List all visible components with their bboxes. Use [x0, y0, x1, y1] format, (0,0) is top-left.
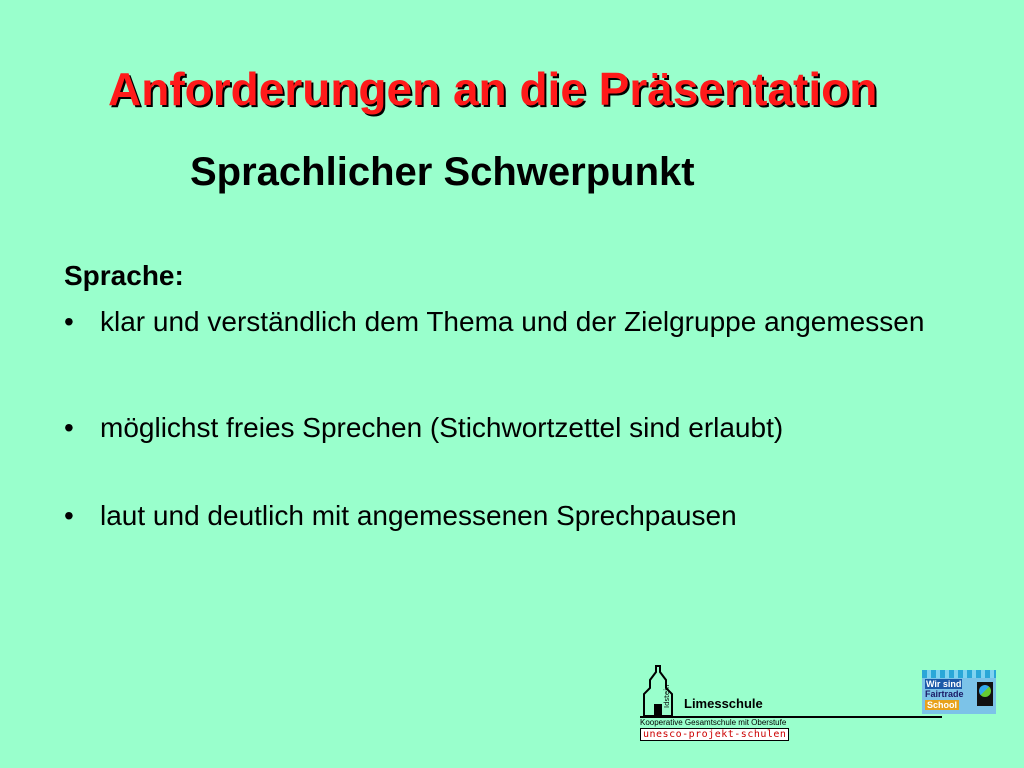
section-heading: Sprache:: [64, 260, 184, 291]
school-name: Limesschule: [684, 696, 763, 711]
bullet-dot-icon: •: [64, 412, 74, 443]
bullet-item: [64, 498, 964, 534]
unesco-label: unesco-projekt-schulen: [640, 728, 789, 741]
bullet-text: möglichst freies Sprechen (Stichwortzettel sind erlaubt): [100, 412, 784, 443]
school-subtitle: Kooperative Gesamtschule mit Oberstufe: [640, 718, 787, 727]
fairtrade-circle-icon: [979, 685, 991, 697]
slide-title: Anforderungen an die Präsentation: [108, 63, 878, 115]
slide-body: [64, 258, 964, 586]
fairtrade-banner: [922, 670, 996, 678]
fairtrade-text: [925, 679, 975, 710]
slide-subtitle: Sprachlicher Schwerpunkt: [190, 150, 695, 194]
fairtrade-mark-icon: [977, 682, 993, 706]
church-icon: [640, 664, 682, 718]
bullet-text: klar und verständlich dem Thema und der Zielgruppe angemessen: [100, 306, 925, 337]
fairtrade-logo: [922, 670, 996, 714]
fairtrade-label-3: School: [927, 700, 958, 710]
bullet-text: laut und deutlich mit angemessenen Sprechpausen: [100, 500, 737, 531]
fairtrade-label-2: Fairtrade: [925, 689, 964, 699]
fairtrade-label-1: Wir sind: [926, 679, 962, 689]
bullet-item: [64, 410, 964, 446]
bullet-dot-icon: •: [64, 306, 74, 337]
bullet-dot-icon: •: [64, 500, 74, 531]
school-vertical-text: Idstein: [663, 684, 671, 708]
bullet-item: [64, 304, 964, 340]
